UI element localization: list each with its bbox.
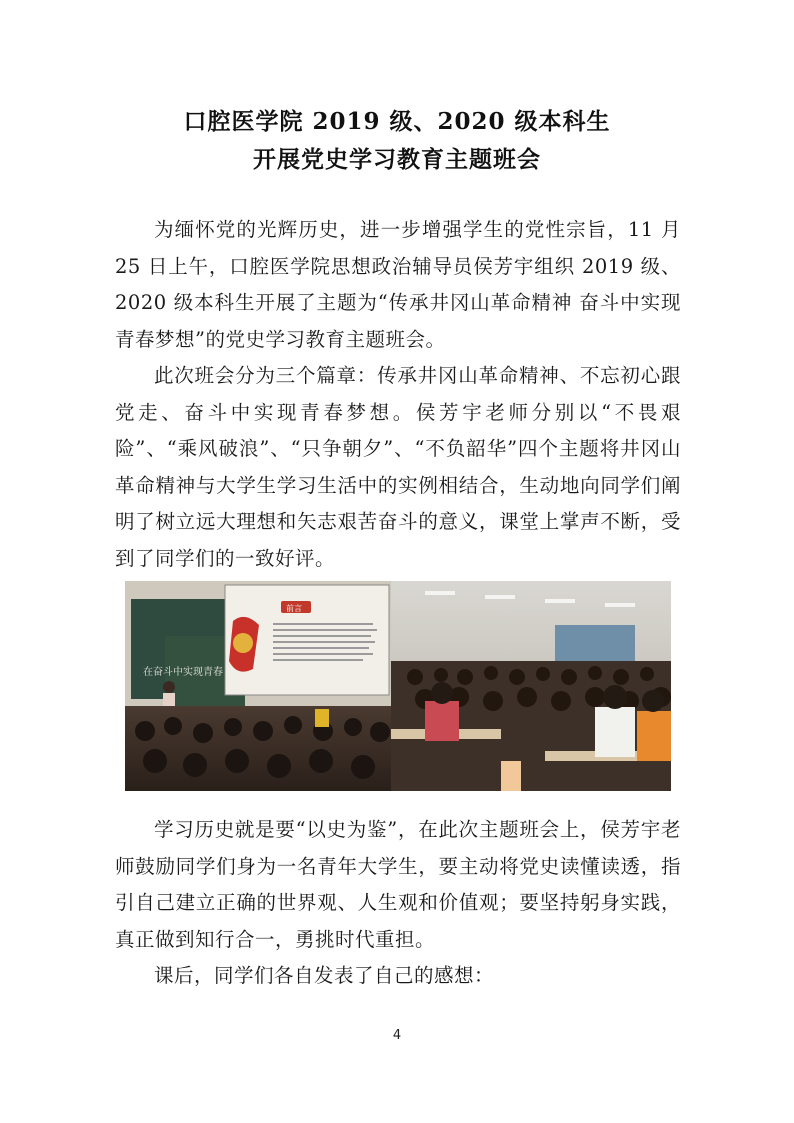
title-line-1: 口腔医学院 2019 级、2020 级本科生	[183, 108, 611, 135]
blackboard-writing: 在奋斗中实现青春	[143, 667, 223, 678]
paragraph-afterwards: 课后，同学们各自发表了自己的感想：	[154, 964, 495, 987]
page-number: 4	[392, 1028, 402, 1043]
classroom-photo-illustration	[125, 581, 671, 791]
screen-heading: 前言	[286, 604, 302, 613]
title-line-2: 开展党史学习教育主题班会	[253, 146, 541, 173]
paragraph-lesson: 学习历史就是要“以史为鉴”，在此次主题班会上，侯芳宇老师鼓励同学们身为一名青年大学生，要主动将党史读懂读透，指引自己建立正确的世界观、人生观和价值观；要坚持躬身实践，真正做到知行合一，勇挑时代重担。	[115, 818, 681, 951]
paragraph-sections: 此次班会分为三个篇章：传承井冈山革命精神、不忘初心跟党走、奋斗中实现青春梦想。侯芳宇老师分别以“不畏艰险”、“乘风破浪”、“只争朝夕”、“不负韶华”四个主题将井冈山革命精神与大学生学习生活中的实例相结合，生动地向同学们阐明了树立远大理想和矢志艰苦奋斗的意义，课堂上掌声不断，受到了同学们的一致好评。	[115, 364, 681, 570]
classroom-photo	[125, 581, 671, 791]
paragraph-intro: 为缅怀党的光辉历史，进一步增强学生的党性宗旨，11 月 25 日上午，口腔医学院思想政治辅导员侯芳宇组织 2019 级、2020 级本科生开展了主题为“传承井冈山革命精神 奋斗中实现青春梦想”的党史学习教育主题班会。	[115, 218, 681, 351]
